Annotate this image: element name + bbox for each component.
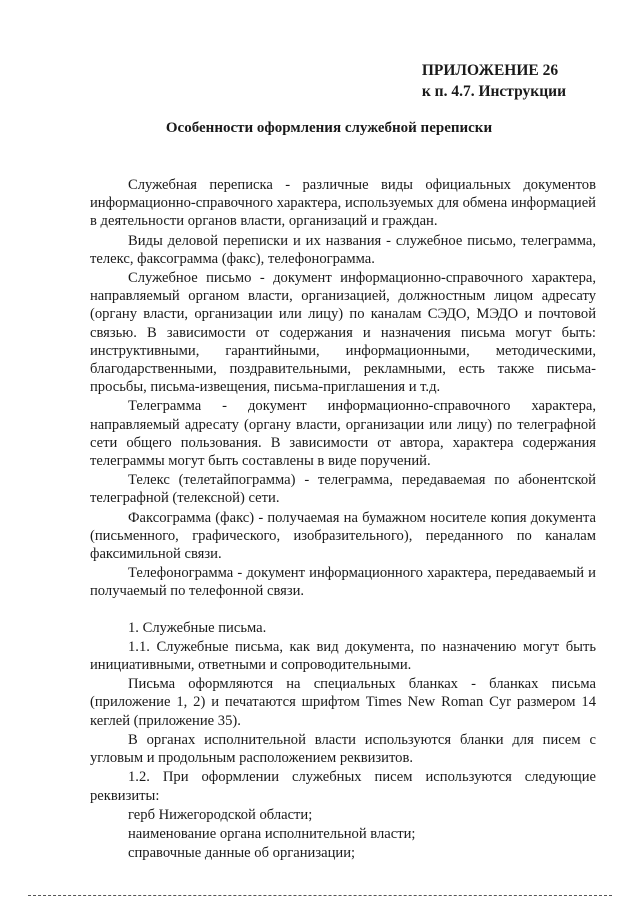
paragraph-definition: Служебная переписка - различные виды официальных документов информационно-справочного характера, используемых для обмена информацией в деятельности органов власти, организаций и граждан. xyxy=(90,177,596,230)
list-item-coat-of-arms: герб Нижегородской области; xyxy=(128,806,313,823)
appendix-reference: к п. 4.7. Инструкции xyxy=(421,83,566,100)
paragraph-phonogram: Телефонограмма - документ информационного характера, передаваемый и получаемый по телефонной связи. xyxy=(90,565,596,600)
document-body xyxy=(90,176,596,863)
paragraph-blanks: Письма оформляются на специальных бланках - бланках письма (приложение 1, 2) и печатаются шрифтом Times New Roman Cyr размером 14 кеглей (приложение 35). xyxy=(90,676,596,729)
paragraph-1-2: 1.2. При оформлении служебных писем используются следующие реквизиты: xyxy=(90,769,596,804)
paragraph-executive-blanks: В органах исполнительной власти используются бланки для писем с угловым и продольным расположением реквизитов. xyxy=(90,731,596,767)
paragraph-fax: Факсограмма (факс) - получаемая на бумажном носителе копия документа (письменного, графического, изобразительного), переданного по каналам факсимильной связи. xyxy=(90,509,596,563)
list-item-authority-name: наименование органа исполнительной власти; xyxy=(128,825,416,842)
paragraph-types: Виды деловой переписки и их названия - служебное письмо, телеграмма, телекс, факсограмма (факс), телефонограмма. xyxy=(90,232,596,267)
section-title-letters: 1. Служебные письма. xyxy=(128,619,267,636)
document-heading: Особенности оформления служебной переписки xyxy=(165,120,493,136)
page-bottom-border xyxy=(28,895,612,896)
appendix-number: ПРИЛОЖЕНИЕ 26 xyxy=(421,62,559,79)
paragraph-1-1: 1.1. Служебные письма, как вид документа, по назначению могут быть инициативными, ответными и сопроводительными. xyxy=(90,638,596,674)
paragraph-service-letter: Служебное письмо - документ информационно-справочного характера, направляемый органом власти, организацией, должностным лицом адресату (органу власти, организации или лицу) по каналам СЭДО, МЭДО и почтовой связью. В зависимости от содержания и назначения письма могут быть: инструктивными, гарантийными, информационными, методическими, благодарственными, поздравительными, рекламными, есть также письма-просьбы, письма-извещения, письма-приглашения и т.д. xyxy=(90,270,596,396)
appendix-header xyxy=(422,60,566,102)
list-item-reference-data: справочные данные об организации; xyxy=(128,845,356,862)
paragraph-telegram: Телеграмма - документ информационно-справочного характера, направляемый адресату (органу власти, организации или лицу) по телеграфной сети общего пользования. В зависимости от автора, характера содержания телеграммы могут быть составлены в виде поручений. xyxy=(90,398,596,470)
paragraph-telex: Телекс (телетайпограмма) - телеграмма, передаваемая по абонентской телеграфной (телексной) сети. xyxy=(90,472,596,507)
